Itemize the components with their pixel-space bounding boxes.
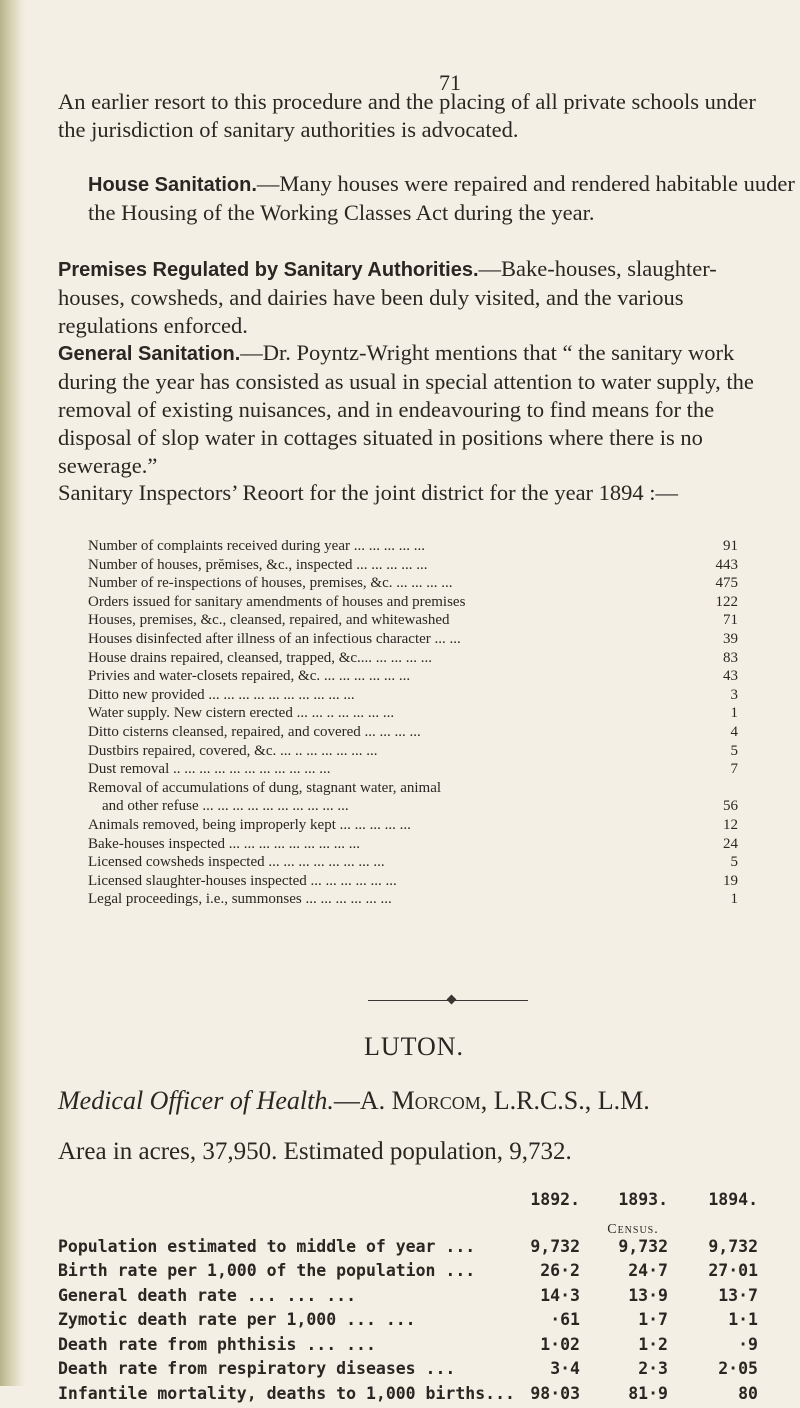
report-row (88, 649, 738, 668)
report-row-value: 5 (710, 742, 738, 761)
row-label: General death rate ... ... ... (58, 1286, 356, 1305)
report-row (88, 537, 738, 556)
report-row-label: Number of houses, prĕmises, &c., inspected ... ... ... ... ... (88, 556, 428, 575)
report-row (88, 593, 738, 612)
heading-general-sanitation: General Sanitation. (58, 343, 240, 365)
report-row-label: Number of complaints received during year ... ... ... ... ... (88, 537, 425, 556)
column-1894: 1894. (688, 1190, 758, 1209)
value-1892: 9,732 (510, 1237, 580, 1256)
value-1894: 2·05 (688, 1359, 758, 1378)
row-label: Infantile mortality, deaths to 1,000 births... (58, 1384, 515, 1403)
paragraph-inspectors-report: Sanitary Inspectors’ Reoort for the joint district for the year 1894 :— (58, 479, 768, 507)
inspectors-report-table (88, 537, 738, 909)
paragraph-premises-regulated (58, 255, 768, 340)
report-row-label: Dust removal .. ... ... ... ... ... ... ... ... ... ... (88, 760, 330, 779)
medical-officer-line (58, 1086, 650, 1116)
report-row-label: Bake-houses inspected ... ... ... ... ... ... ... ... ... (88, 835, 360, 854)
value-1894: 80 (688, 1384, 758, 1403)
report-row-label: Ditto cisterns cleansed, repaired, and covered ... ... ... ... (88, 723, 421, 742)
report-row-label: Dustbirs repaired, covered, &c. ... .. ... ... ... ... ... (88, 742, 378, 761)
column-1893: 1893. (598, 1190, 668, 1209)
area-population-line: Area in acres, 37,950. Estimated population, 9,732. (58, 1138, 572, 1166)
row-label: Death rate from phthisis ... ... (58, 1335, 376, 1354)
report-row-value: 1 (710, 704, 738, 723)
report-row-value: 475 (710, 574, 738, 593)
report-row-value: 24 (710, 835, 738, 854)
luton-table-header (58, 1190, 788, 1215)
report-row-label: Removal of accumulations of dung, stagnant water, animal (88, 779, 441, 798)
report-row-value: 5 (710, 853, 738, 872)
moh-name: —A. Morcom, L.R.C.S., L.M. (334, 1086, 650, 1115)
report-row-value: 12 (710, 816, 738, 835)
value-1892: 14·3 (510, 1286, 580, 1305)
row-label: Birth rate per 1,000 of the population ... (58, 1261, 475, 1280)
luton-table-row (58, 1261, 788, 1286)
report-row-value: 19 (710, 872, 738, 891)
report-row (88, 779, 738, 798)
report-row-value: 3 (710, 686, 738, 705)
value-1894: 13·7 (688, 1286, 758, 1305)
value-1894: ·9 (688, 1335, 758, 1354)
value-1894: 27·01 (688, 1261, 758, 1280)
paragraph-house-sanitation (58, 170, 798, 227)
luton-table-row (58, 1335, 788, 1360)
value-1892: ·61 (510, 1310, 580, 1329)
report-row (88, 835, 738, 854)
value-1893: 13·9 (598, 1286, 668, 1305)
page-number: 71 (439, 70, 479, 96)
value-1892: 26·2 (510, 1261, 580, 1280)
report-row (88, 872, 738, 891)
text-premises-regulated: —Bake-houses, slaughter-houses, cowsheds, and dairies have been duly visited, and the various regulations enforced. (58, 256, 717, 338)
paragraph-private-schools: An earlier resort to this procedure and the placing of all private schools under the jurisdiction of sanitary authorities is advocated. (58, 88, 768, 144)
report-row (88, 816, 738, 835)
value-1893: 1·7 (598, 1310, 668, 1329)
report-row (88, 760, 738, 779)
value-1892: 1·02 (510, 1335, 580, 1354)
report-row-label: Privies and water-closets repaired, &c. ... ... ... ... ... ... (88, 667, 410, 686)
column-1892: 1892. (510, 1190, 580, 1209)
text-general-sanitation: —Dr. Poyntz-Wright mentions that “ the sanitary work during the year has consisted as usual in special attention to water supply, the removal of existing nuisances, and in endeavouring to find means for the disposal of slop water in cottages situated in positions where there is no sewerage.” (58, 340, 754, 478)
report-row-value: 71 (710, 611, 738, 630)
moh-label: Medical Officer of Health. (58, 1086, 334, 1115)
report-row (88, 630, 738, 649)
report-row-value: 122 (710, 593, 738, 612)
report-row-label: Number of re-inspections of houses, premises, &c. ... ... ... ... (88, 574, 453, 593)
text-house-sanitation: —Many houses were repaired and rendered habitable uuder the Housing of the Working Classes Act during the year. (88, 171, 795, 225)
luton-table-row (58, 1359, 788, 1384)
value-1894: 1·1 (688, 1310, 758, 1329)
report-row (88, 723, 738, 742)
value-1894: 9,732 (688, 1237, 758, 1256)
report-row-value: 4 (710, 723, 738, 742)
row-label: Death rate from respiratory diseases ... (58, 1359, 455, 1378)
report-row-label: Houses disinfected after illness of an infectious character ... ... (88, 630, 461, 649)
paragraph-general-sanitation (58, 339, 768, 480)
luton-table-row (58, 1286, 788, 1311)
heading-house-sanitation: House Sanitation. (88, 174, 257, 196)
census-note: Census. (578, 1222, 688, 1238)
value-1893: 2·3 (598, 1359, 668, 1378)
report-row-value: 56 (710, 797, 738, 816)
report-row (88, 686, 738, 705)
report-row-label: Legal proceedings, i.e., summonses ... ... ... ... ... ... (88, 890, 392, 909)
luton-heading: LUTON. (58, 1032, 770, 1062)
report-row-value: 91 (710, 537, 738, 556)
heading-premises-regulated: Premises Regulated by Sanitary Authorities. (58, 259, 479, 281)
luton-table-row (58, 1237, 788, 1262)
value-1893: 24·7 (598, 1261, 668, 1280)
report-row-label: Houses, premises, &c., cleansed, repaired, and whitewashed (88, 611, 450, 630)
report-row (88, 797, 738, 816)
report-row-label: Animals removed, being improperly kept ... ... ... ... ... (88, 816, 411, 835)
value-1893: 81·9 (598, 1384, 668, 1403)
report-row-label: Orders issued for sanitary amendments of houses and premises (88, 593, 465, 612)
row-label: Population estimated to middle of year ... (58, 1237, 475, 1256)
value-1892: 3·4 (510, 1359, 580, 1378)
luton-table-row (58, 1384, 788, 1408)
row-label: Zymotic death rate per 1,000 ... ... (58, 1310, 416, 1329)
report-row-label: Licensed slaughter-houses inspected ... ... ... ... ... ... (88, 872, 397, 891)
report-row-label: House drains repaired, cleansed, trapped, &c.... ... ... ... ... (88, 649, 432, 668)
report-row-label: Ditto new provided ... ... ... ... ... ... ... ... ... ... (88, 686, 355, 705)
luton-table-row (58, 1310, 788, 1335)
report-row-value (710, 779, 738, 798)
report-row (88, 742, 738, 761)
value-1892: 98·03 (510, 1384, 580, 1403)
book-spine-shadow (0, 0, 26, 1386)
report-row (88, 667, 738, 686)
report-row-label: Water supply. New cistern erected ... ... .. ... ... ... ... (88, 704, 394, 723)
report-row-value: 7 (710, 760, 738, 779)
report-row-value: 39 (710, 630, 738, 649)
report-row (88, 556, 738, 575)
value-1893: 1·2 (598, 1335, 668, 1354)
report-row-label: Licensed cowsheds inspected ... ... ... ... ... ... ... ... (88, 853, 385, 872)
report-row-label: and other refuse ... ... ... ... ... ... ... ... ... ... (88, 797, 349, 816)
report-row-value: 43 (710, 667, 738, 686)
report-row (88, 890, 738, 909)
report-row-value: 1 (710, 890, 738, 909)
report-row-value: 83 (710, 649, 738, 668)
report-row (88, 574, 738, 593)
report-row (88, 853, 738, 872)
report-row (88, 611, 738, 630)
value-1893: 9,732 (598, 1237, 668, 1256)
divider-ornament-icon (447, 995, 457, 1005)
report-row (88, 704, 738, 723)
report-row-value: 443 (710, 556, 738, 575)
